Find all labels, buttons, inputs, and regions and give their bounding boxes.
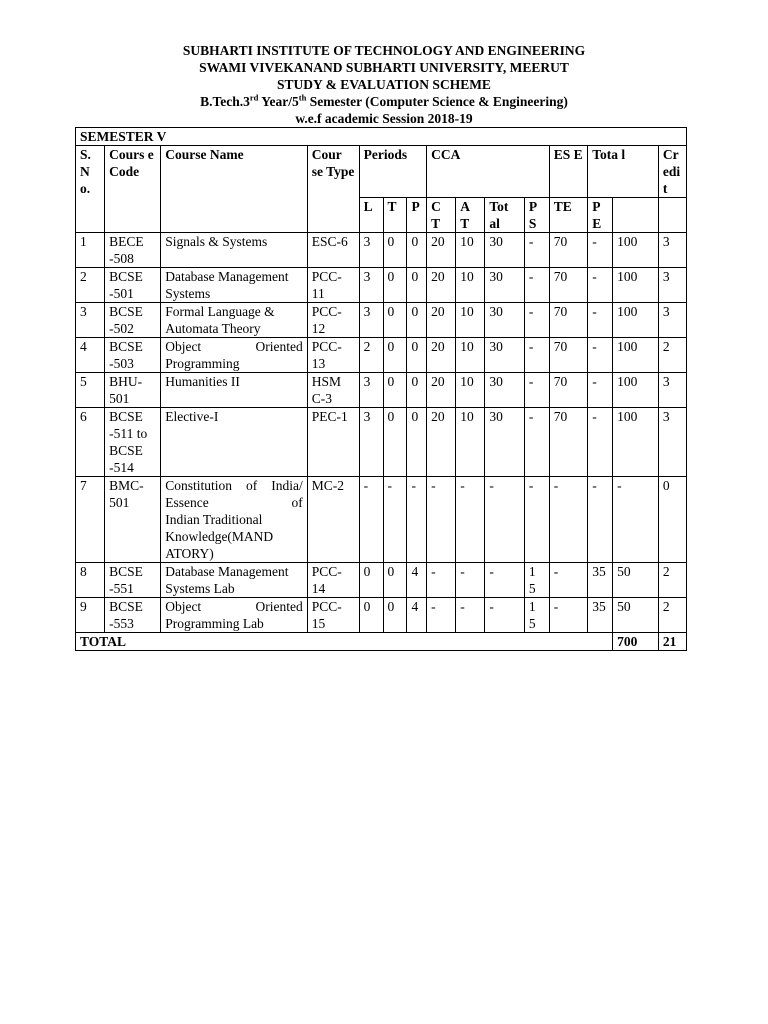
- col-ps-header: P S: [524, 198, 549, 233]
- ct-cell: 20: [427, 268, 456, 303]
- course-type-cell: PEC-1: [307, 408, 359, 477]
- course-name-line: Programming Lab: [165, 616, 264, 631]
- at-cell: -: [456, 477, 485, 563]
- col-name-header: Course Name: [161, 146, 308, 233]
- table-row: [76, 303, 687, 338]
- col-credit-empty: [658, 198, 686, 233]
- at-cell: 10: [456, 268, 485, 303]
- session-title: w.e.f academic Session 2018-19: [295, 111, 473, 126]
- program-title-sup: th: [298, 92, 307, 103]
- lecture-cell: 0: [359, 563, 383, 598]
- te-cell: -: [549, 598, 587, 633]
- scheme-title: STUDY & EVALUATION SCHEME: [277, 77, 491, 92]
- te-cell: 70: [549, 303, 587, 338]
- col-total-header: Tota l: [588, 146, 659, 198]
- lecture-cell: 3: [359, 268, 383, 303]
- lecture-cell: 3: [359, 233, 383, 268]
- pe-cell: 35: [588, 563, 613, 598]
- course-name-cell: Database Management Systems Lab: [161, 563, 308, 598]
- te-cell: 70: [549, 268, 587, 303]
- course-code-cell: BMC-501: [105, 477, 161, 563]
- pe-cell: -: [588, 233, 613, 268]
- course-code-cell: BECE -508: [105, 233, 161, 268]
- practical-cell: 0: [407, 233, 427, 268]
- pe-cell: -: [588, 408, 613, 477]
- col-type-header: Cour se Type: [307, 146, 359, 233]
- te-cell: 70: [549, 408, 587, 477]
- course-name-cell: Elective-I: [161, 408, 308, 477]
- table-row: [76, 477, 687, 563]
- grand-total-credits: 21: [658, 633, 686, 651]
- te-cell: 70: [549, 233, 587, 268]
- total-marks-cell: 50: [613, 563, 659, 598]
- sno-cell: 4: [76, 338, 105, 373]
- table-row: [76, 233, 687, 268]
- credit-cell: 3: [658, 268, 686, 303]
- tutorial-cell: 0: [383, 373, 407, 408]
- credit-cell: 2: [658, 563, 686, 598]
- total-row: [76, 633, 687, 651]
- sno-cell: 9: [76, 598, 105, 633]
- sno-cell: 8: [76, 563, 105, 598]
- lecture-cell: 0: [359, 598, 383, 633]
- ct-cell: -: [427, 477, 456, 563]
- course-type-cell: ESC-6: [307, 233, 359, 268]
- te-cell: 70: [549, 373, 587, 408]
- ct-cell: 20: [427, 408, 456, 477]
- practical-cell: 4: [407, 563, 427, 598]
- course-code-cell: BCSE -553: [105, 598, 161, 633]
- at-cell: 10: [456, 303, 485, 338]
- sno-cell: 7: [76, 477, 105, 563]
- program-title-sup: rd: [249, 92, 259, 103]
- course-type-cell: PCC-15: [307, 598, 359, 633]
- col-te-header: TE: [549, 198, 587, 233]
- col-pe-header: P E: [588, 198, 613, 233]
- at-cell: 10: [456, 408, 485, 477]
- tutorial-cell: 0: [383, 338, 407, 373]
- sno-cell: 6: [76, 408, 105, 477]
- ps-cell: -: [524, 477, 549, 563]
- university-title: SWAMI VIVEKANAND SUBHARTI UNIVERSITY, MEERUT: [199, 60, 569, 75]
- ps-cell: -: [524, 338, 549, 373]
- col-tot-header: Tot al: [485, 198, 524, 233]
- at-cell: -: [456, 598, 485, 633]
- program-title: [0, 93, 768, 110]
- tutorial-cell: 0: [383, 303, 407, 338]
- tutorial-cell: 0: [383, 233, 407, 268]
- course-code-cell: BCSE -511 to BCSE -514: [105, 408, 161, 477]
- pe-cell: -: [588, 268, 613, 303]
- practical-cell: 0: [407, 268, 427, 303]
- col-code-header: Cours e Code: [105, 146, 161, 233]
- practical-cell: 0: [407, 373, 427, 408]
- table-row: [76, 598, 687, 633]
- program-title-part: B.Tech.3: [200, 94, 250, 109]
- pe-cell: -: [588, 303, 613, 338]
- cca-total-cell: 30: [485, 338, 524, 373]
- total-marks-cell: 100: [613, 373, 659, 408]
- course-name-cell: Signals & Systems: [161, 233, 308, 268]
- col-at-header: A T: [456, 198, 485, 233]
- course-code-cell: BHU-501: [105, 373, 161, 408]
- total-marks-cell: 50: [613, 598, 659, 633]
- cca-total-cell: 30: [485, 268, 524, 303]
- course-name-cell: Formal Language & Automata Theory: [161, 303, 308, 338]
- practical-cell: 0: [407, 408, 427, 477]
- semester-row: [76, 128, 687, 146]
- tutorial-cell: -: [383, 477, 407, 563]
- practical-cell: 4: [407, 598, 427, 633]
- at-cell: -: [456, 563, 485, 598]
- course-name-cell: [161, 598, 308, 633]
- header-row-1: [76, 146, 687, 198]
- course-code-cell: BCSE -551: [105, 563, 161, 598]
- scheme-table: [75, 127, 687, 651]
- course-name-cell: [161, 338, 308, 373]
- total-marks-cell: 100: [613, 303, 659, 338]
- sno-cell: 5: [76, 373, 105, 408]
- tutorial-cell: 0: [383, 598, 407, 633]
- ps-cell: -: [524, 233, 549, 268]
- credit-cell: 3: [658, 233, 686, 268]
- col-sno-header: S. N o.: [76, 146, 105, 233]
- total-marks-cell: -: [613, 477, 659, 563]
- ct-cell: 20: [427, 303, 456, 338]
- cca-total-cell: 30: [485, 233, 524, 268]
- credit-cell: 2: [658, 598, 686, 633]
- lecture-cell: 3: [359, 303, 383, 338]
- tutorial-cell: 0: [383, 563, 407, 598]
- document-header: [0, 42, 768, 127]
- ps-cell: -: [524, 373, 549, 408]
- cca-total-cell: 30: [485, 373, 524, 408]
- cca-total-cell: 30: [485, 408, 524, 477]
- institute-title: SUBHARTI INSTITUTE OF TECHNOLOGY AND ENGINEERING: [182, 43, 586, 58]
- at-cell: 10: [456, 233, 485, 268]
- course-name-line: Constitution of India/ Essence of: [165, 478, 303, 510]
- sno-cell: 3: [76, 303, 105, 338]
- sno-cell: 1: [76, 233, 105, 268]
- table-row: [76, 268, 687, 303]
- course-name-cell: Database Management Systems: [161, 268, 308, 303]
- practical-cell: 0: [407, 338, 427, 373]
- col-cca-header: CCA: [427, 146, 550, 198]
- pe-cell: -: [588, 338, 613, 373]
- credit-cell: 2: [658, 338, 686, 373]
- course-code-cell: BCSE -502: [105, 303, 161, 338]
- lecture-cell: 2: [359, 338, 383, 373]
- grand-total-marks: 700: [613, 633, 659, 651]
- cca-total-cell: -: [485, 598, 524, 633]
- ct-cell: 20: [427, 233, 456, 268]
- ps-cell: -: [524, 303, 549, 338]
- ct-cell: 20: [427, 338, 456, 373]
- table-row: [76, 563, 687, 598]
- lecture-cell: 3: [359, 373, 383, 408]
- ct-cell: -: [427, 563, 456, 598]
- cca-total-cell: -: [485, 563, 524, 598]
- col-l-header: L: [359, 198, 383, 233]
- col-ct-header: C T: [427, 198, 456, 233]
- table-row: [76, 373, 687, 408]
- course-type-cell: PCC-14: [307, 563, 359, 598]
- table-row: [76, 408, 687, 477]
- ct-cell: 20: [427, 373, 456, 408]
- cca-total-cell: 30: [485, 303, 524, 338]
- semester-label: SEMESTER V: [76, 128, 687, 146]
- course-type-cell: PCC-12: [307, 303, 359, 338]
- course-name-line: Programming: [165, 356, 240, 371]
- course-code-cell: BCSE -501: [105, 268, 161, 303]
- credit-cell: 3: [658, 408, 686, 477]
- col-t-header: T: [383, 198, 407, 233]
- ps-cell: -: [524, 408, 549, 477]
- col-total-empty: [613, 198, 659, 233]
- at-cell: 10: [456, 373, 485, 408]
- credit-cell: 3: [658, 303, 686, 338]
- lecture-cell: 3: [359, 408, 383, 477]
- course-name-line: Indian Traditional Knowledge(MAND ATORY): [165, 512, 274, 561]
- practical-cell: 0: [407, 303, 427, 338]
- course-type-cell: MC-2: [307, 477, 359, 563]
- pe-cell: -: [588, 477, 613, 563]
- tutorial-cell: 0: [383, 408, 407, 477]
- course-name-cell: Humanities II: [161, 373, 308, 408]
- te-cell: 70: [549, 338, 587, 373]
- col-credit-header: Credi t: [658, 146, 686, 198]
- total-marks-cell: 100: [613, 408, 659, 477]
- course-type-cell: PCC-11: [307, 268, 359, 303]
- ps-cell: 1 5: [524, 598, 549, 633]
- course-type-cell: HSM C-3: [307, 373, 359, 408]
- col-ese-header: ES E: [549, 146, 587, 198]
- course-name-line: Object Oriented: [165, 339, 303, 354]
- program-title-part: Year/5: [258, 94, 299, 109]
- total-marks-cell: 100: [613, 338, 659, 373]
- te-cell: -: [549, 563, 587, 598]
- course-code-cell: BCSE -503: [105, 338, 161, 373]
- course-type-cell: PCC-13: [307, 338, 359, 373]
- total-label: TOTAL: [76, 633, 613, 651]
- course-name-line: Object Oriented: [165, 599, 303, 614]
- total-marks-cell: 100: [613, 233, 659, 268]
- lecture-cell: -: [359, 477, 383, 563]
- practical-cell: -: [407, 477, 427, 563]
- cca-total-cell: -: [485, 477, 524, 563]
- credit-cell: 3: [658, 373, 686, 408]
- ps-cell: -: [524, 268, 549, 303]
- program-title-part: Semester (Computer Science & Engineering): [306, 94, 568, 109]
- te-cell: -: [549, 477, 587, 563]
- at-cell: 10: [456, 338, 485, 373]
- credit-cell: 0: [658, 477, 686, 563]
- pe-cell: 35: [588, 598, 613, 633]
- sno-cell: 2: [76, 268, 105, 303]
- course-name-cell: [161, 477, 308, 563]
- col-periods-header: Periods: [359, 146, 427, 198]
- pe-cell: -: [588, 373, 613, 408]
- col-p-header: P: [407, 198, 427, 233]
- total-marks-cell: 100: [613, 268, 659, 303]
- tutorial-cell: 0: [383, 268, 407, 303]
- ct-cell: -: [427, 598, 456, 633]
- ps-cell: 1 5: [524, 563, 549, 598]
- table-row: [76, 338, 687, 373]
